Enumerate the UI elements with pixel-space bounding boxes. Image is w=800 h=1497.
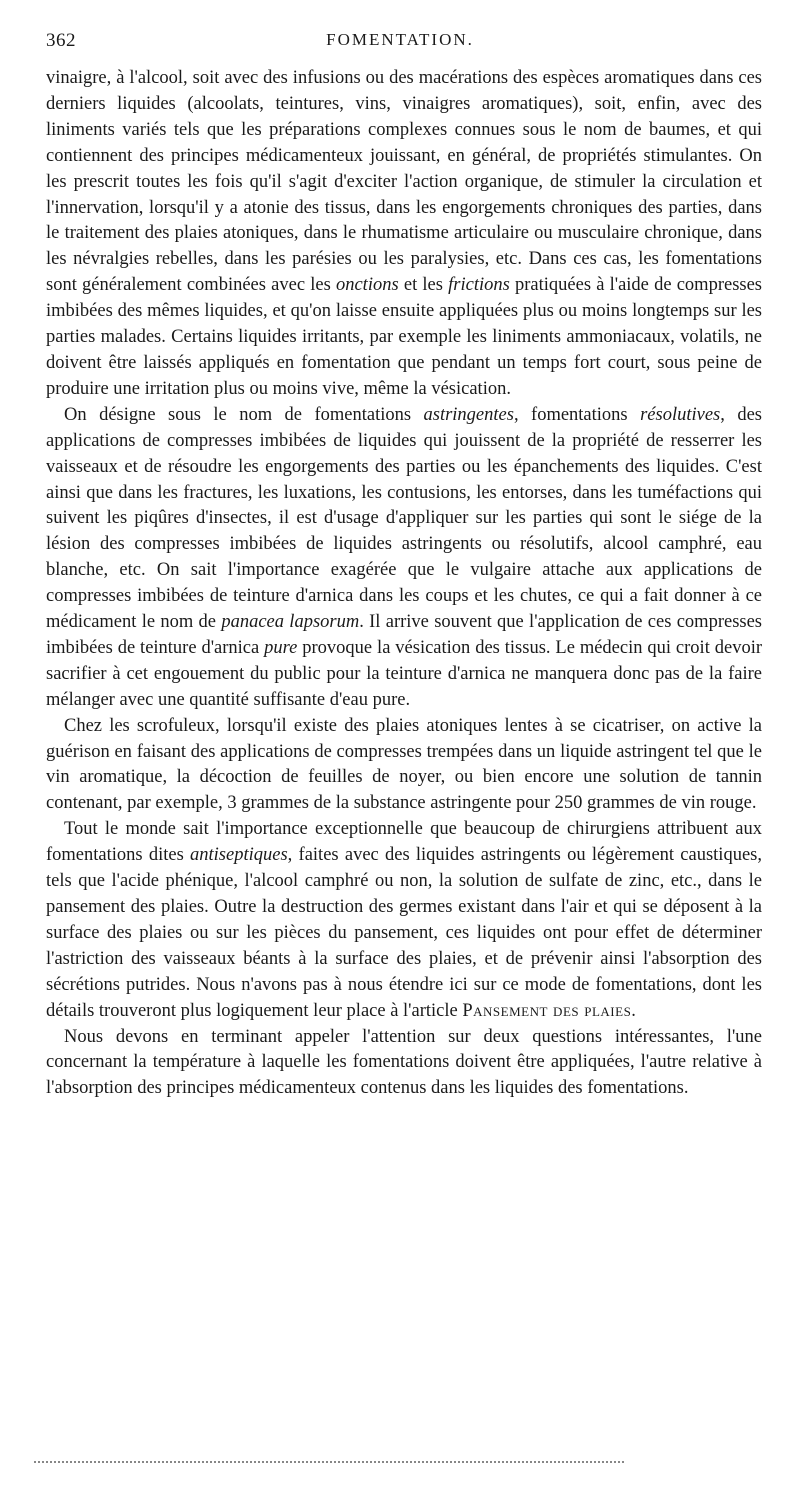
text-run: frictions [448, 275, 510, 296]
text-run: On désigne sous le nom de fomentations [64, 404, 424, 425]
text-run: , des applications de compresses imbibées de liquides qui jouissent de la propriété de resserrer les vaisseaux et de résoudre les engorgements des parties ou les épanchements des liquides. C'est ainsi que dans les fractures, les luxations, les contusions, les entorses, dans les tuméfactions qui suivent les piqûres d'insectes, il est d'usage d'appliquer sur les parties qui sont le siége de la lésion des compresses imbibées de liquides astringents ou résolutifs, alcool camphré, eau blanche, etc. On sait l'importance exagérée que le vulgaire attache aux applications de compresses imbibées de teinture d'arnica dans les coups et les chutes, ce qui a fait donner à ce médicament le nom de [46, 404, 762, 633]
text-run: Tout le monde sait l'importance exceptionnelle que beaucoup de chirurgiens attribuent aux fomentations dites [46, 819, 762, 866]
text-run: panacea lapsorum [221, 612, 360, 633]
footer-rule [34, 1461, 624, 1463]
paragraph-3 [46, 714, 762, 818]
text-run: résolutives [640, 404, 721, 425]
page-header [46, 30, 754, 56]
text-run: , faites avec des liquides astringents ou légèrement caustiques, tels que l'acide phénique, l'alcool camphré ou non, la solution de sulfate de zinc, etc., dans le pansement des plaies. Outre la destruction des germes existant dans l'air et qui se déposent à la surface des plaies ou sur les pièces du pansement, ces liquides ont pour effet de déterminer l'astriction des vaisseaux béants à la surface des plaies, et de prévenir ainsi l'absorption des sécrétions putrides. Nous n'avons pas à nous étendre ici sur ce mode de fomentations, dont les détails trouveront plus logiquement leur place à l'article [46, 845, 762, 1021]
text-run: . [631, 1000, 636, 1021]
paragraph-4 [46, 817, 762, 1024]
page-number: 362 [46, 30, 76, 51]
text-run: Pansement des plaies [462, 1000, 632, 1021]
text-run: Nous devons en terminant appeler l'attention sur deux questions intéressantes, l'une concernant la température à laquelle les fomentations doivent être appliquées, l'autre relative à l'absorption des principes médicamenteux contenus dans les liquides des fomentations. [46, 1026, 762, 1099]
text-run: onctions [335, 275, 399, 296]
text-run: et les [398, 275, 449, 296]
text-run: . Il arrive souvent que l'application de ces compresses imbibées de teinture d'arnica [46, 612, 763, 658]
text-run: pratiquées à l'aide de compresses imbibées des mêmes liquides, et qu'on laisse ensuite appliquées plus ou moins longtemps sur les parties malades. Certains liquides irritants, par exemple les liniments ammoniacaux, volatils, ne doivent être laissés appliqués en fomentation que pendant un temps fort court, sous peine de produire une irritation plus ou moins vive, même la vésication. [46, 275, 763, 399]
paragraph-5 [46, 1025, 762, 1103]
text-run: antiseptiques [190, 845, 288, 866]
text-run: vinaigre, à l'alcool, soit avec des infusions ou des macérations des espèces aromatiques dans ces derniers liquides (alcoolats, teintures, vins, vinaigres aromatiques), soit, enfin, avec des liniments variés tels que les préparations complexes connues sous le nom de baumes, et qui contiennent des principes médicamenteux jouissant, en général, de propriétés stimulantes. On les prescrit toutes les fois qu'il s'agit d'exciter l'action organique, de stimuler la circulation et l'innervation, lorsqu'il y a atonie des tissus, dans les engorgements chroniques des parties, dans le traitement des plaies atoniques, dans le rhumatisme articulaire ou musculaire chronique, dans les névralgies rebelles, dans les parésies ou les paralysies, etc. Dans ces cas, les fomentations sont généralement combinées avec les [46, 68, 762, 296]
paragraph-2 [46, 403, 762, 714]
body-text [46, 66, 762, 1102]
running-title: FOMENTATION. [326, 30, 474, 49]
text-run: Chez les scrofuleux, lorsqu'il existe des plaies atoniques lentes à se cicatriser, on active la guérison en faisant des applications de compresses trempées dans un liquide astringent tel que le vin aromatique, la décoction de feuilles de noyer, ou bien encore une solution de tannin contenant, par exemple, 3 grammes de la substance astringente pour 250 grammes de vin rouge. [46, 715, 762, 814]
text-run: provoque la vésication des tissus. Le médecin qui croit devoir sacrifier à cet engouement du public pour la teinture d'arnica ne manquera donc pas de la faire mélanger avec une quantité suffisante d'eau pure. [46, 637, 762, 710]
text-run: , fomentations [513, 404, 641, 425]
paragraph-1 [46, 66, 762, 403]
text-run: pure [264, 637, 298, 658]
text-run: astringentes [423, 404, 514, 425]
